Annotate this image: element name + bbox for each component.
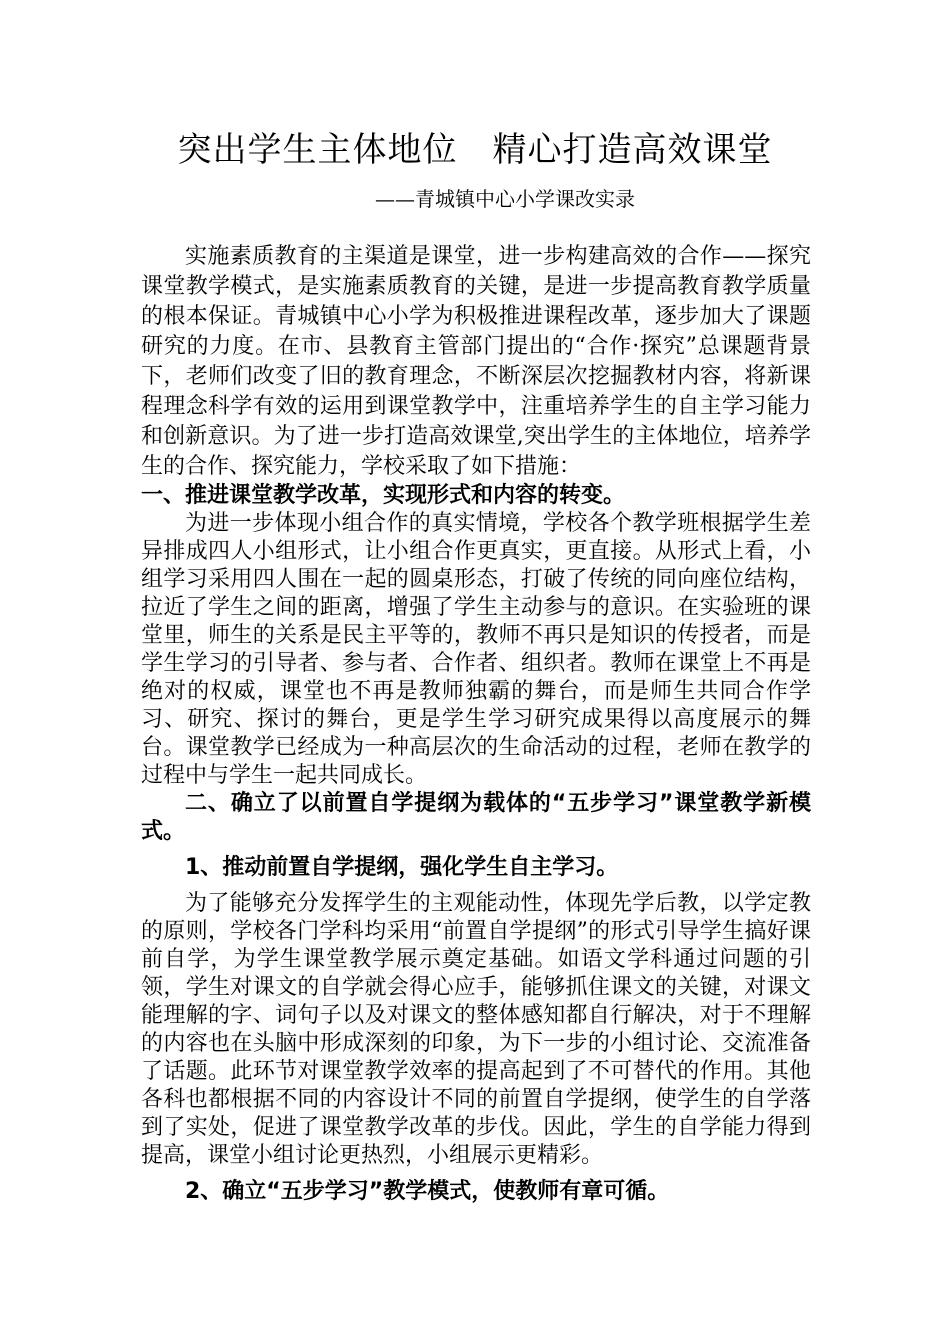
section-1-heading: 一、推进课堂教学改革，实现形式和内容的转变。: [141, 483, 626, 508]
section-2-heading: 二、确立了以前置自学提纲为载体的“五步学习”课堂教学新模式。: [141, 791, 811, 844]
section-1-paragraph: 为进一步体现小组合作的真实情境，学校各个教学班根据学生差异排成四人小组形式，让小组合作更真实，更直接。从形式上看，小组学习采用四人围在一起的圆桌形态，打破了传统的同向座位结构，拉近了学生之间的距离，增强了学生主动参与的意识。在实验班的课堂里，师生的关系是民主平等的，教师不再只是知识的传授者，而是学生学习的引导者、参与者、合作者、组织者。教师在课堂上不再是绝对的权威，课堂也不再是教师独霸的舞台，而是师生共同合作学习、研究、探讨的舞台，更是学生学习研究成果得以高度展示的舞台。课堂教学已经成为一种高层次的生命活动的过程，老师在教学的过程中与学生一起共同成长。: [141, 511, 811, 788]
document-title: 突出学生主体地位 精心打造高效课堂: [177, 130, 773, 170]
subsection-2-heading: 2、确立“五步学习”教学模式，使教师有章可循。: [185, 1179, 670, 1204]
subsection-1-paragraph: 为了能够充分发挥学生的主观能动性，体现先学后教，以学定教的原则，学校各门学科均采用“前置自学提纲”的形式引导学生搞好课前自学，为学生课堂教学展示奠定基础。如语文学科通过问题的引领，学生对课文的自学就会得心应手，能够抓住课文的关键，对课文能理解的字、词句子以及对课文的整体感知都自行解决，对于不理解的内容也在头脑中形成深刻的印象，为下一步的小组讨论、交流准备了话题。此环节对课堂教学效率的提高起到了不可替代的作用。其他各科也都根据不同的内容设计不同的前置自学提纲，使学生的自学落到了实处，促进了课堂教学改革的步伐。因此，学生的自学能力得到提高，课堂小组讨论更热烈，小组展示更精彩。: [141, 891, 811, 1168]
subsection-1-heading: 1、推动前置自学提纲，强化学生自主学习。: [185, 855, 619, 880]
intro-paragraph: 实施素质教育的主渠道是课堂，进一步构建高效的合作——探究课堂教学模式，是实施素质教育的关键，是进一步提高教育教学质量的根本保证。青城镇中心小学为积极推进课程改革，逐步加大了课题研究的力度。在市、县教育主管部门提出的“合作·探究”总课题背景下，老师们改变了旧的教育理念，不断深层次挖掘教材内容，将新课程理念科学有效的运用到课堂教学中，注重培养学生的自主学习能力和创新意识。为了进一步打造高效课堂,突出学生的主体地位，培养学生的合作、探究能力，学校采取了如下措施：: [141, 244, 811, 479]
document-subtitle: ——青城镇中心小学课改实录: [375, 187, 635, 211]
document-body: [141, 242, 811, 1214]
